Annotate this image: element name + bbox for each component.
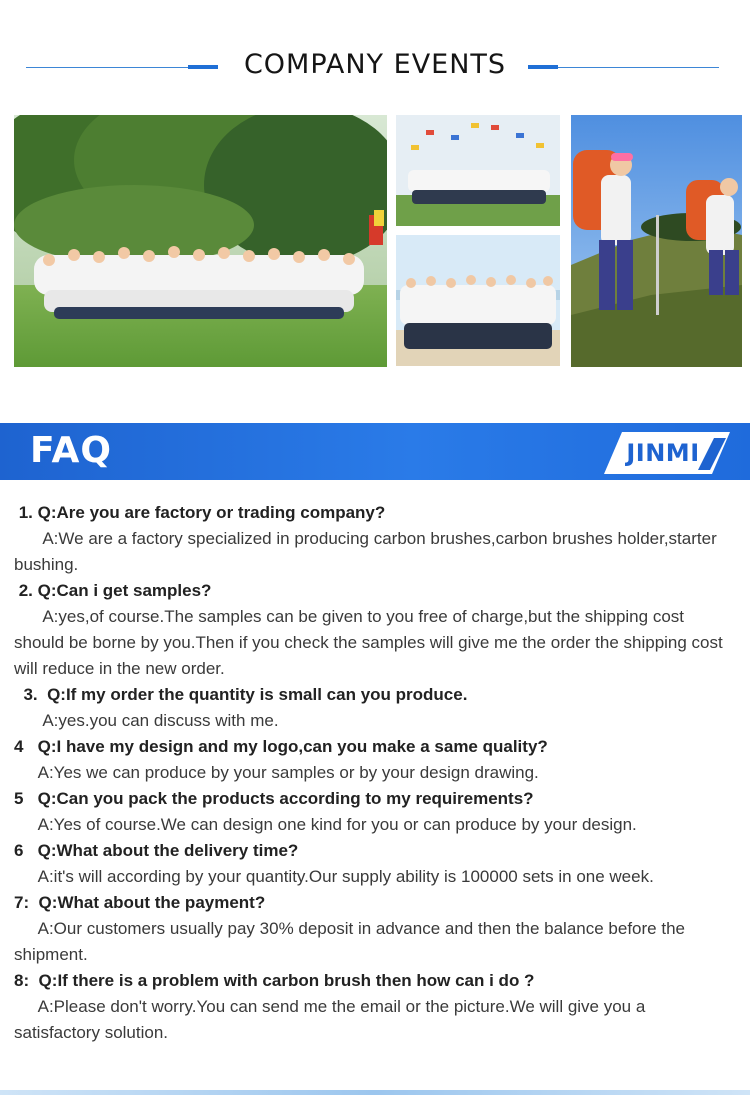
faq-item <box>14 838 734 890</box>
faq-question: 5 Q:Can you pack the products according to my requirements? <box>14 789 534 808</box>
faq-question: 7: Q:What about the payment? <box>14 893 266 912</box>
faq-answer: A:Yes we can produce by your samples or by your design drawing. <box>14 763 539 782</box>
hikers-mountain-photo <box>571 115 742 367</box>
faq-question: 8: Q:If there is a problem with carbon brush then how can i do ? <box>14 971 535 990</box>
jinmi-logo <box>604 432 730 474</box>
group-beach-photo <box>396 235 560 366</box>
faq-question: 4 Q:I have my design and my logo,can you make a same quality? <box>14 737 548 756</box>
faq-question: 1. Q:Are you are factory or trading company? <box>14 503 386 522</box>
header-divider-right <box>558 67 719 68</box>
faq-item <box>14 578 734 682</box>
faq-question: 6 Q:What about the delivery time? <box>14 841 299 860</box>
faq-item <box>14 786 734 838</box>
faq-answer: A:Our customers usually pay 30% deposit in advance and then the balance before the shipment. <box>14 919 690 964</box>
team-group-photo-lawn <box>14 115 387 367</box>
bottom-divider <box>0 1090 750 1095</box>
logo-text: JINMI <box>626 439 700 467</box>
faq-item <box>14 682 734 734</box>
faq-answer: A:yes.you can discuss with me. <box>14 711 279 730</box>
faq-answer: A:Please don't worry.You can send me the email or the picture.We will give you a satisfactory solution. <box>14 997 651 1042</box>
faq-item <box>14 968 734 1046</box>
faq-banner <box>0 423 750 480</box>
faq-item <box>14 734 734 786</box>
header-accent-right <box>528 65 558 69</box>
events-header <box>0 0 750 110</box>
events-title: COMPANY EVENTS <box>243 49 507 80</box>
faq-item <box>14 500 734 578</box>
faq-list <box>14 500 734 1046</box>
faq-answer: A:it's will according by your quantity.Our supply ability is 100000 sets in one week. <box>14 867 654 886</box>
faq-question: 2. Q:Can i get samples? <box>14 581 212 600</box>
faq-question: 3. Q:If my order the quantity is small can you produce. <box>14 685 468 704</box>
group-throwing-hats-photo <box>396 115 560 226</box>
faq-title: FAQ <box>30 430 112 471</box>
faq-answer: A:Yes of course.We can design one kind for you or can produce by your design. <box>14 815 637 834</box>
faq-answer: A:yes,of course.The samples can be given to you free of charge,but the shipping cost should be borne by you.Then if you check the samples will give me the order the shipping cost will reduce in the new order. <box>14 607 728 678</box>
faq-answer: A:We are a factory specialized in producing carbon brushes,carbon brushes holder,starter bushing. <box>14 529 722 574</box>
faq-item <box>14 890 734 968</box>
